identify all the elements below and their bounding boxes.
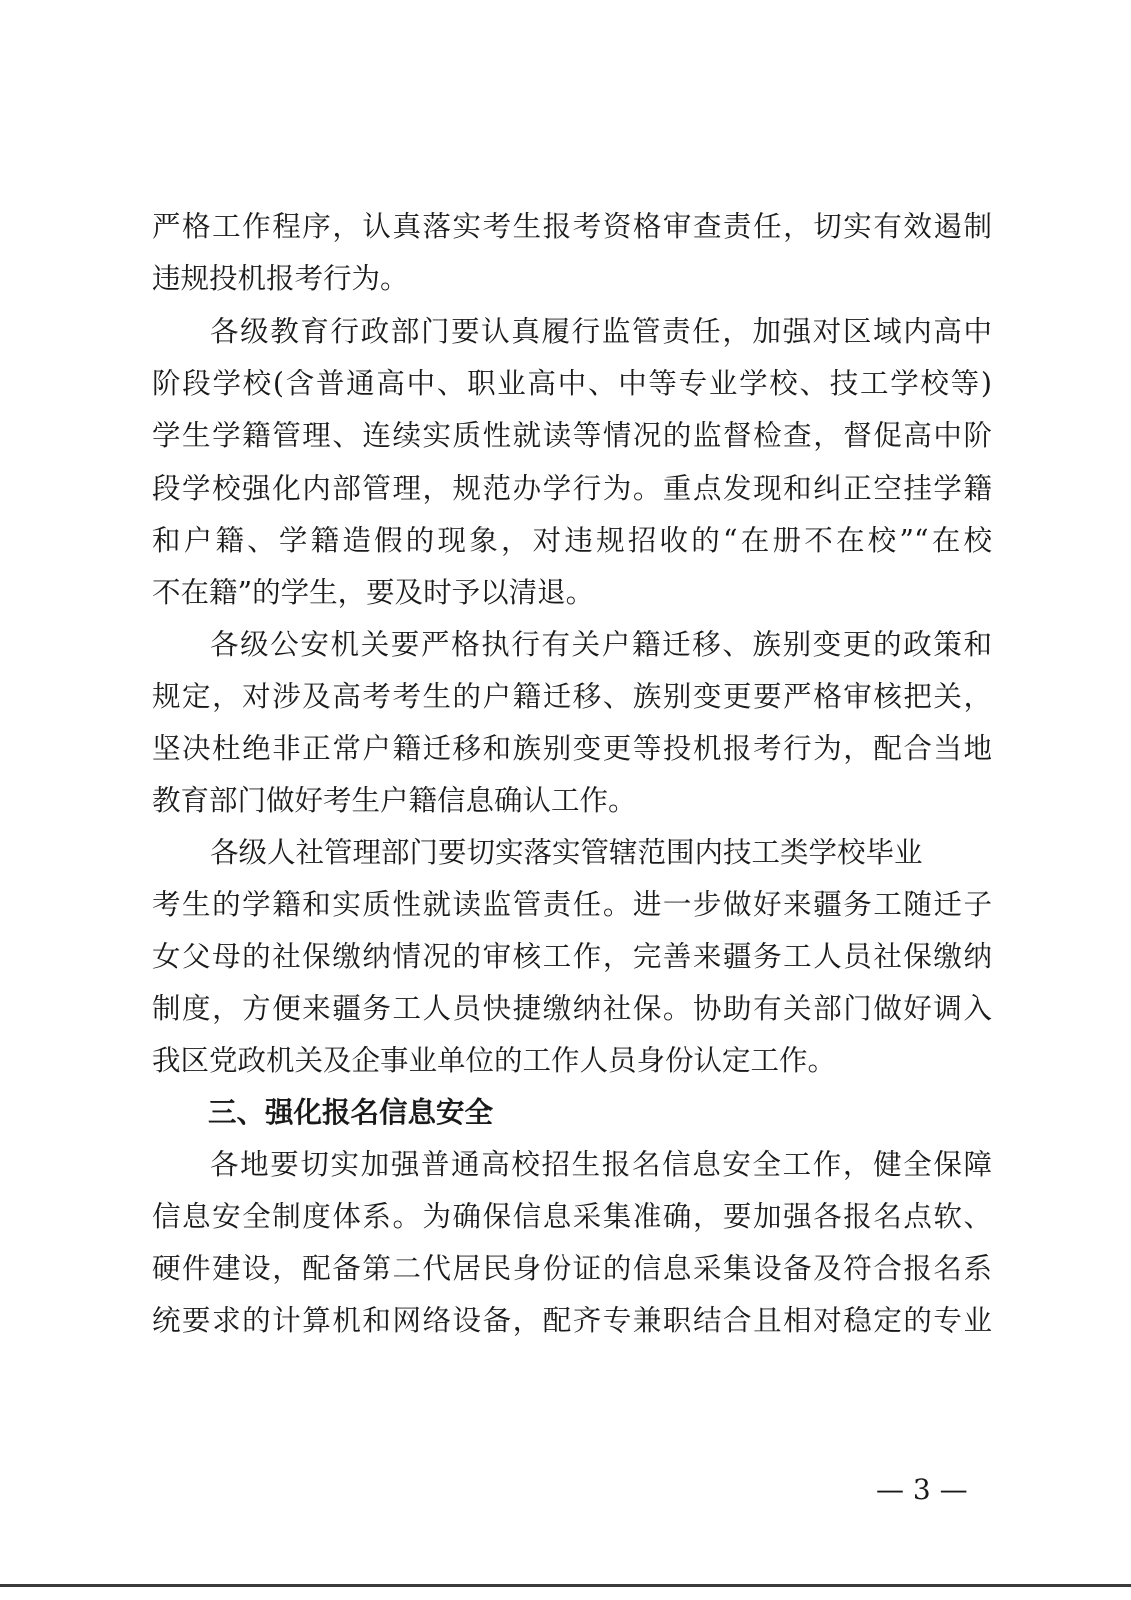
paragraph-2-line-6: 不在籍”的学生，要及时予以清退。 [152,576,595,609]
paragraph-4-line-3: 女父母的社保缴纳情况的审核工作，完善来疆务工人员社保缴纳 [152,940,992,973]
paragraph-2-line-3: 学生学籍管理、连续实质性就读等情况的监督检查，督促高中阶 [152,419,992,452]
paragraph-4-line-1: 各级人社管理部门要切实落实管辖范围内技工类学校毕业 [210,836,923,869]
paragraph-2-line-1: 各级教育行政部门要认真履行监管责任，加强对区域内高中 [210,315,992,348]
section-heading: 三、强化报名信息安全 [208,1096,494,1129]
paragraph-5-line-2: 信息安全制度体系。为确保信息采集准确，要加强各报名点软、 [152,1200,992,1233]
paragraph-1-line-1: 严格工作程序，认真落实考生报考资格审查责任，切实有效遏制 [152,210,992,243]
paragraph-5-line-1: 各地要切实加强普通高校招生报名信息安全工作，健全保障 [210,1148,992,1181]
page-number: — 3 — [876,1473,968,1506]
paragraph-3-line-3: 坚决杜绝非正常户籍迁移和族别变更等投机报考行为，配合当地 [152,732,992,765]
paragraph-5-line-4: 统要求的计算机和网络设备，配齐专兼职结合且相对稳定的专业 [152,1304,992,1337]
paragraph-2-line-4: 段学校强化内部管理，规范办学行为。重点发现和纠正空挂学籍 [152,472,992,505]
paragraph-2-line-2: 阶段学校(含普通高中、职业高中、中等专业学校、技工学校等) [152,367,992,400]
paragraph-3-line-1: 各级公安机关要严格执行有关户籍迁移、族别变更的政策和 [210,628,992,661]
paragraph-2-line-5: 和户籍、学籍造假的现象，对违规招收的“在册不在校”“在校 [152,524,992,557]
paragraph-4-line-5: 我区党政机关及企事业单位的工作人员身份认定工作。 [152,1044,837,1077]
paragraph-1-line-2: 违规投机报考行为。 [152,262,409,295]
bottom-edge-rule [0,1584,1131,1587]
paragraph-5-line-3: 硬件建设，配备第二代居民身份证的信息采集设备及符合报名系 [152,1252,992,1285]
paragraph-3-line-4: 教育部门做好考生户籍信息确认工作。 [152,784,637,817]
paragraph-3-line-2: 规定，对涉及高考考生的户籍迁移、族别变更要严格审核把关， [152,680,992,713]
paragraph-4-line-2: 考生的学籍和实质性就读监管责任。进一步做好来疆务工随迁子 [152,888,992,921]
paragraph-4-line-4: 制度，方便来疆务工人员快捷缴纳社保。协助有关部门做好调入 [152,992,992,1025]
